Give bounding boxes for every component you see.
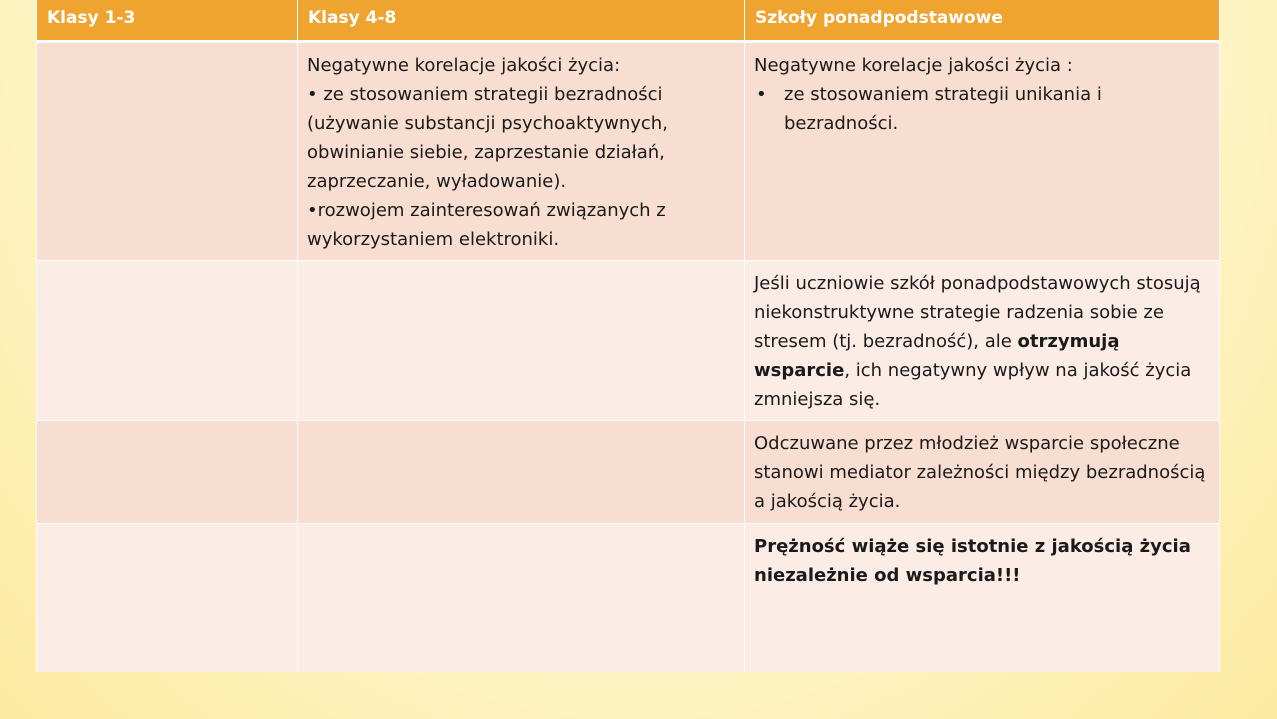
row3-col1-cell — [37, 420, 298, 523]
row2-col3-cell — [745, 260, 1220, 420]
header-szkoly-ponadpodstawowe: Szkoły ponadpodstawowe — [745, 0, 1220, 41]
table-row — [37, 523, 1220, 672]
row2-col2-cell — [298, 260, 745, 420]
row2-col1-cell — [37, 260, 298, 420]
row1-col3-bullet-list — [754, 80, 1207, 138]
row4-col1-cell — [37, 523, 298, 672]
table-row — [37, 260, 1220, 420]
row1-col2-cell — [298, 41, 745, 260]
row4-col2-cell — [298, 523, 745, 672]
row1-col2-bullet2: •rozwojem zainteresowań związanych z wykorzystaniem elektroniki. — [307, 199, 666, 250]
row4-col3-cell: Prężność wiąże się istotnie z jakością życia niezależnie od wsparcia!!! — [745, 523, 1220, 672]
row2-col3-text-bold: otrzymują wsparcie — [754, 330, 1120, 381]
row1-col2-bullet1: • ze stosowaniem strategii bezradności (używanie substancji psychoaktywnych, obwinianie siebie, zaprzestanie działań, zaprzeczanie, wyładowanie). — [307, 83, 668, 192]
header-klasy-4-8: Klasy 4-8 — [298, 0, 745, 41]
comparison-table — [36, 0, 1220, 672]
row1-col1-cell — [37, 41, 298, 260]
row2-col3-text-part2: , ich negatywny wpływ na jakość życia zmniejsza się. — [754, 359, 1192, 410]
table-row — [37, 420, 1220, 523]
row1-col2-intro: Negatywne korelacje jakości życia: — [307, 54, 621, 76]
table-header-row — [37, 0, 1220, 41]
row1-col3-intro: Negatywne korelacje jakości życia : — [754, 54, 1073, 76]
row3-col2-cell — [298, 420, 745, 523]
row1-col3-cell — [745, 41, 1220, 260]
header-klasy-1-3: Klasy 1-3 — [37, 0, 298, 41]
row2-col3-text-part1: Jeśli uczniowie szkół ponadpodstawowych stosują niekonstruktywne strategie radzenia sobie ze stresem (tj. bezradność), ale — [754, 272, 1201, 352]
row1-col3-bullet1: • ze stosowaniem strategii unikania i bezradności. — [754, 80, 1207, 138]
row3-col3-cell: Odczuwane przez młodzież wsparcie społeczne stanowi mediator zależności między bezradnością a jakością życia. — [745, 420, 1220, 523]
table-row — [37, 41, 1220, 260]
